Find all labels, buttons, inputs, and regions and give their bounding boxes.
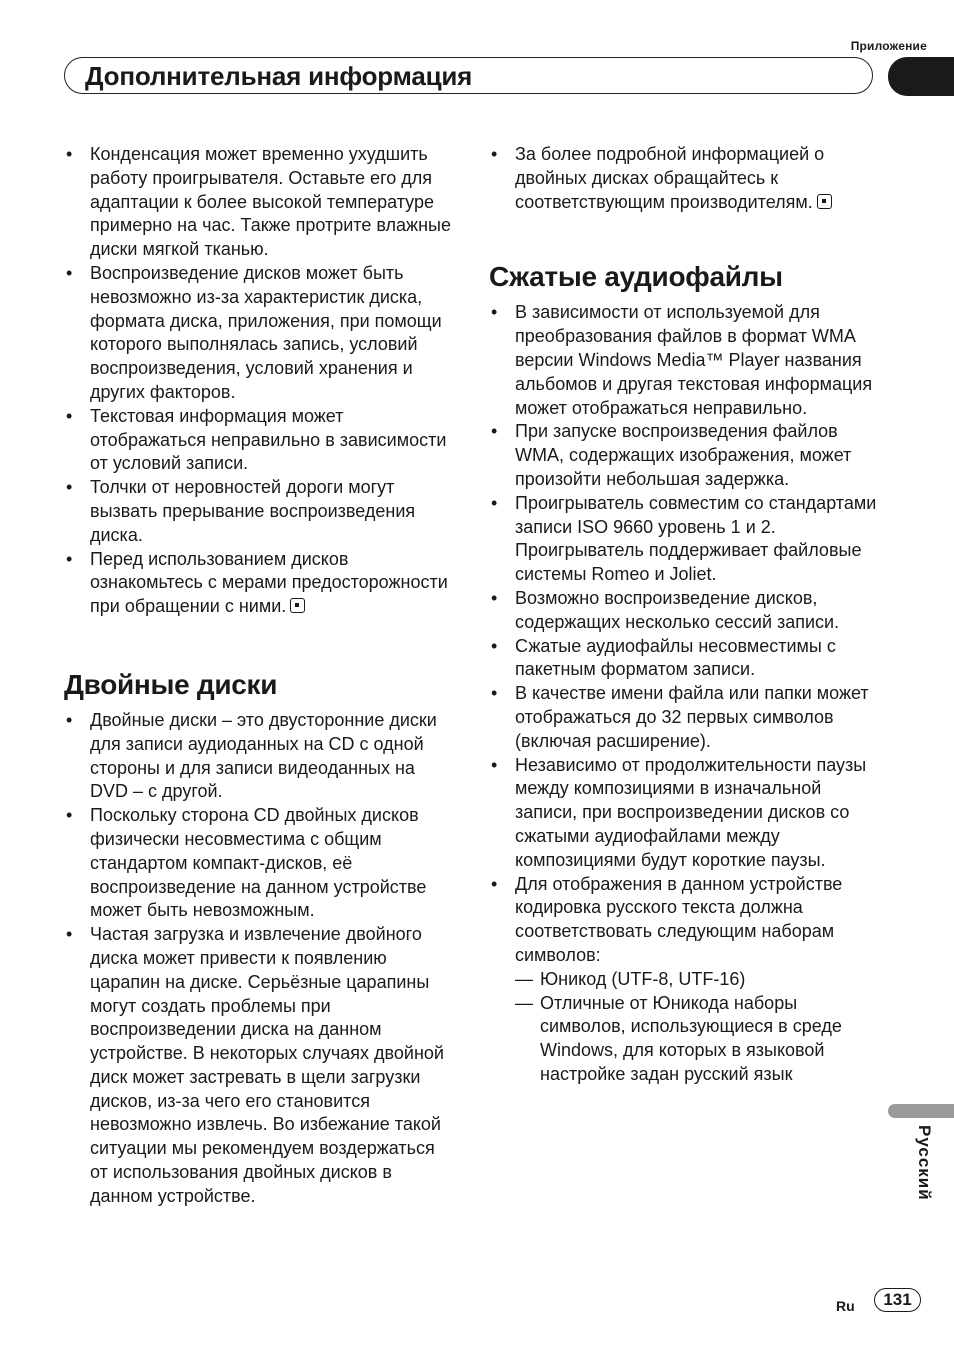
list-item: • Конденсация может временно ухудшить работу проигрывателя. Оставьте его для адаптации к более высокой температуре примерно на час. Также протрите влажные диски мягкой тканью. — [64, 143, 454, 262]
language-code: Ru — [836, 1298, 855, 1314]
list-item — [489, 143, 879, 214]
list-item: • Частая загрузка и извлечение двойного диска может привести к появлению царапин на диске. Серьёзные царапины могут создать проблемы при воспроизведении диска на данном устройстве. В некоторых случаях двойной диск может застревать в щели загрузки дисков, из-за чего его становится невозможно извлечь. Во избежание такой ситуации мы рекомендуем воздержаться от использования двойных дисков в данном устройстве. — [64, 923, 454, 1209]
list-item-text: Перед использованием дисков ознакомьтесь с мерами предосторожности при обращении с ними. — [90, 548, 448, 617]
sub-list-item: — Отличные от Юникода наборы символов, использующиеся в среде Windows, для которых в языковой настройке задан русский язык — [515, 992, 879, 1087]
list-item-text: • Для отображения в данном устройстве кодировка русского текста должна соответствовать следующим наборам символов: — [515, 873, 843, 965]
dual-discs-bullets — [64, 709, 454, 1209]
page-number: 131 — [874, 1288, 921, 1312]
sub-list-item: — Юникод (UTF-8, UTF-16) — [515, 968, 879, 992]
list-item — [64, 548, 454, 619]
list-item: • Толчки от неровностей дороги могут вызвать прерывание воспроизведения диска. — [64, 476, 454, 547]
list-item: • Двойные диски – это двусторонние диски для записи аудиоданных на CD с одной стороны и для записи видеоданных на DVD – с другой. — [64, 709, 454, 804]
page-title: Дополнительная информация — [85, 61, 473, 91]
right-column — [489, 143, 879, 1087]
list-item: • Возможно воспроизведение дисков, содержащих несколько сессий записи. — [489, 587, 879, 635]
list-item: • Независимо от продолжительности паузы между композициями в изначальной записи, при воспроизведении дисков со сжатыми аудиофайлами между композициями будут короткие паузы. — [489, 754, 879, 873]
list-item: • Сжатые аудиофайлы несовместимы с пакетным форматом записи. — [489, 635, 879, 683]
section-tab — [888, 57, 954, 96]
list-item: • Проигрыватель совместим со стандартами записи ISO 9660 уровень 1 и 2. Проигрыватель поддерживает файловые системы Romeo и Joliet. — [489, 492, 879, 587]
section-label: Приложение — [850, 39, 927, 53]
intro-bullets — [64, 143, 454, 619]
end-mark-icon — [817, 194, 832, 209]
list-item: • Текстовая информация может отображаться неправильно в зависимости от условий записи. — [64, 405, 454, 476]
end-mark-icon — [290, 598, 305, 613]
list-item: • Поскольку сторона CD двойных дисков физически несовместима с общим стандартом компакт-дисков, её воспроизведение на данном устройстве может быть невозможным. — [64, 804, 454, 923]
compressed-audio-heading: Сжатые аудиофайлы — [489, 261, 783, 293]
charset-sublist — [515, 968, 879, 1087]
list-item-text: За более подробной информацией о двойных дисках обращайтесь к соответствующим производителям. — [515, 144, 825, 212]
list-item: • В качестве имени файла или папки может отображаться до 32 первых символов (включая расширение). — [489, 682, 879, 753]
language-tab — [888, 1104, 954, 1118]
list-item: • Воспроизведение дисков может быть невозможно из-за характеристик диска, формата диска, приложения, при помощи которого выполнялась запись, условий воспроизведения, условий хранения и других факторов. — [64, 262, 454, 405]
list-item: • При запуске воспроизведения файлов WMA, содержащих изображения, может произойти небольшая задержка. — [489, 420, 879, 491]
dual-discs-info-bullets — [489, 143, 879, 214]
list-item — [489, 873, 879, 1087]
language-side-label: Русский — [915, 1125, 934, 1201]
dual-discs-heading: Двойные диски — [64, 668, 278, 700]
title-bar — [64, 57, 873, 94]
left-column — [64, 143, 454, 1209]
compressed-audio-bullets — [489, 301, 879, 1086]
list-item: • В зависимости от используемой для преобразования файлов в формат WMA версии Windows Media™ Player названия альбомов и другая текстовая информация может отображаться неправильно. — [489, 301, 879, 420]
